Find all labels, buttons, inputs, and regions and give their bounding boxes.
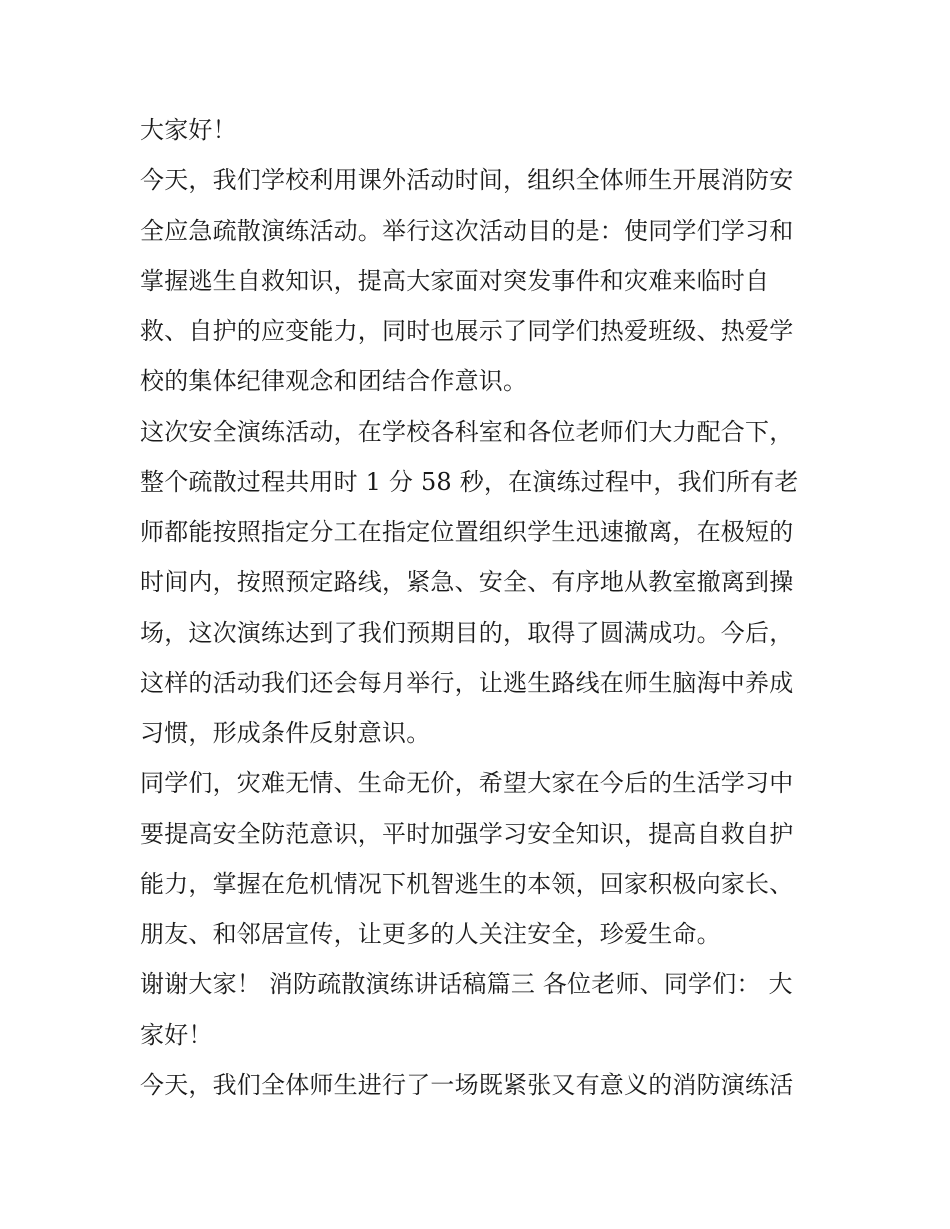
text-line: 时间内，按照预定路线，紧急、安全、有序地从教室撤离到操 — [140, 568, 794, 597]
text-line: 校的集体纪律观念和团结合作意识。 — [140, 367, 528, 396]
text-line: 场，这次演练达到了我们预期目的，取得了圆满成功。今后， — [140, 618, 794, 647]
text-line: 整个疏散过程共用时 1 分 58 秒，在演练过程中，我们所有老 — [140, 467, 799, 496]
text-line: 这样的活动我们还会每月举行，让逃生路线在师生脑海中养成 — [140, 668, 794, 697]
text-line: 这次安全演练活动，在学校各科室和各位老师们大力配合下， — [140, 417, 794, 446]
speech-text — [140, 112, 820, 1117]
text-line-greeting: 大家好！ — [140, 116, 237, 144]
text-line: 谢谢大家！ 消防疏散演练讲话稿篇三 各位老师、同学们： 大 — [140, 970, 793, 999]
text-line: 家好！ — [140, 1020, 213, 1049]
text-line: 能力，掌握在危机情况下机智逃生的本领，回家积极向家长、 — [140, 869, 794, 898]
text-line: 今天，我们学校利用课外活动时间，组织全体师生开展消防安 — [140, 166, 794, 195]
text-line: 同学们，灾难无情、生命无价，希望大家在今后的生活学习中 — [140, 769, 794, 798]
text-line: 救、自护的应变能力，同时也展示了同学们热爱班级、热爱学 — [140, 317, 794, 345]
text-line: 今天，我们全体师生进行了一场既紧张又有意义的消防演练活 — [140, 1070, 794, 1099]
text-line: 师都能按照指定分工在指定位置组织学生迅速撤离，在极短的 — [140, 518, 794, 546]
text-line: 习惯，形成条件反射意识。 — [140, 719, 431, 747]
text-line: 全应急疏散演练活动。举行这次活动目的是：使同学们学习和 — [140, 216, 794, 245]
text-line: 掌握逃生自救知识，提高大家面对突发事件和灾难来临时自 — [140, 266, 770, 295]
text-line: 朋友、和邻居宣传，让更多的人关注安全，珍爱生命。 — [140, 920, 721, 948]
text-line: 要提高安全防范意识，平时加强学习安全知识，提高自救自护 — [140, 819, 794, 848]
